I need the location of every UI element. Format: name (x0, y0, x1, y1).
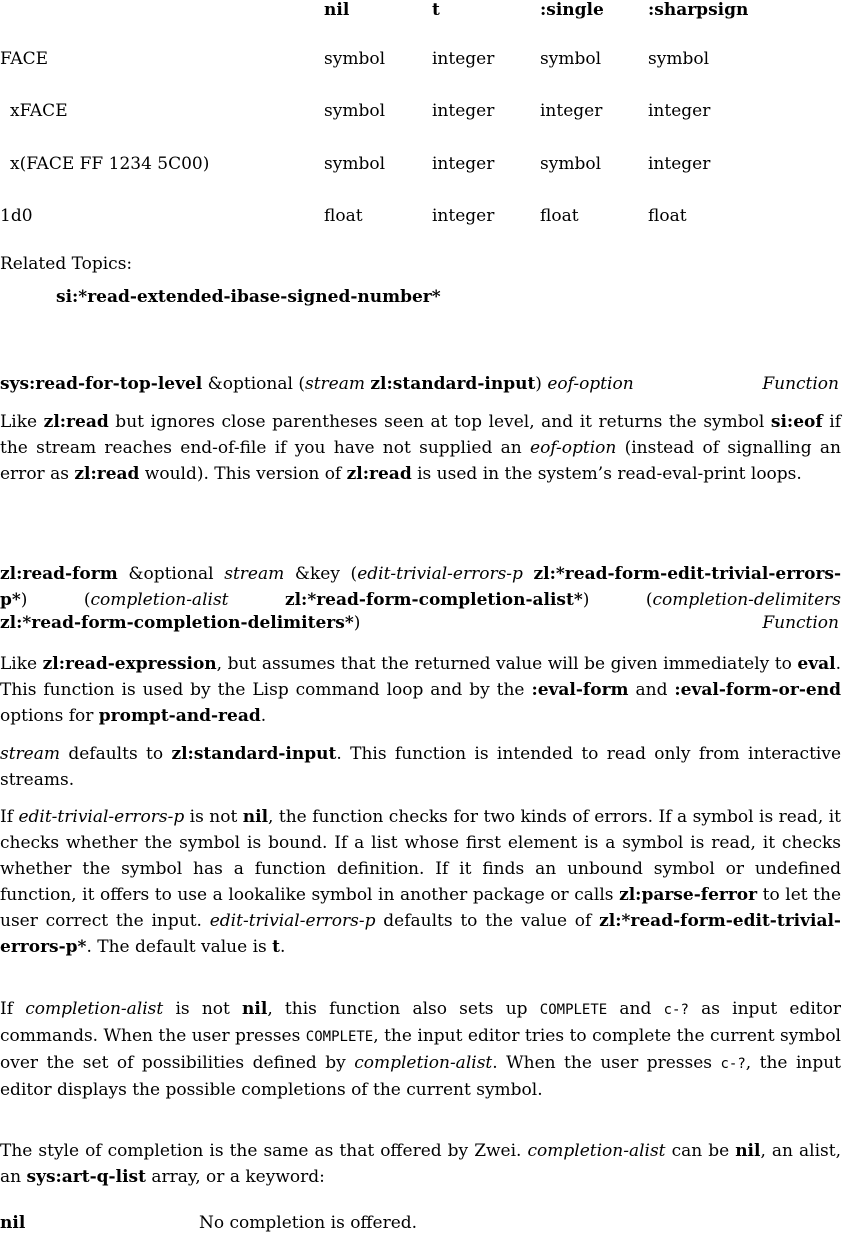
table-cell: integer (432, 206, 495, 226)
entry-type: Function (762, 374, 839, 394)
arg-ref: completion-alist (25, 999, 164, 1019)
lambda-keyword: &optional (207, 374, 293, 394)
code-ref: sys:art-q-list (26, 1167, 146, 1187)
key-name: c-? (720, 1056, 746, 1072)
table-cell: symbol (540, 154, 602, 174)
definition-text: No completion is offered. (199, 1213, 418, 1233)
arg-name: completion-alist (90, 590, 229, 610)
arg-ref: eof-option (530, 438, 617, 458)
table-cell: integer (432, 154, 495, 174)
code-ref: nil (242, 807, 269, 827)
function-signature-cont (0, 613, 841, 633)
text: options for (0, 706, 99, 726)
text: . This function is used by the Lisp command loop and by the (0, 654, 841, 700)
table-header-cell: nil (324, 0, 350, 20)
arg-ref: completion-alist (354, 1053, 493, 1073)
paren: ( (350, 564, 358, 584)
table-cell: float (540, 206, 579, 226)
code-ref: zl:parse-ferror (619, 885, 758, 905)
code-ref: zl:*read-form-edit-trivial-errors-p* (0, 911, 841, 957)
text: is not (163, 999, 243, 1019)
code-ref: eval (797, 654, 836, 674)
key-name: COMPLETE (539, 1002, 608, 1018)
code-ref: prompt-and-read (98, 706, 261, 726)
table-cell: symbol (324, 49, 386, 69)
table-cell: symbol (648, 49, 710, 69)
key-name: c-? (663, 1002, 689, 1018)
text: Like (0, 412, 44, 432)
code-ref: :eval-form (531, 680, 629, 700)
code-ref: si:eof (770, 412, 823, 432)
function-signature (0, 374, 841, 394)
text: and (607, 999, 664, 1019)
table-cell: integer (648, 154, 711, 174)
paren: ( (645, 590, 653, 610)
text: to let the user correct the input. (0, 885, 842, 931)
text: but ignores close parentheses seen at top level, and it returns the symbol (108, 412, 771, 432)
table-header-row (0, 0, 843, 24)
table-row (0, 101, 843, 125)
table-cell: symbol (324, 101, 386, 121)
arg-name: eof-option (547, 374, 634, 394)
text: , but assumes that the returned value will be given immediately to (216, 654, 798, 674)
description-paragraph (0, 651, 841, 729)
key-name: COMPLETE (305, 1029, 374, 1045)
entry-type: Function (762, 613, 839, 633)
text: defaults to (60, 744, 172, 764)
code-ref: t (272, 937, 281, 957)
arg-ref: edit-trivial-errors-p (209, 911, 376, 931)
text: . The default value is (86, 937, 273, 957)
text: . (260, 706, 267, 726)
table-cell: integer (540, 101, 603, 121)
text: . This function is intended to read only from interactive streams. (0, 744, 842, 790)
paren: ) (535, 374, 542, 394)
description-paragraph (0, 804, 841, 960)
arg-default: zl:*read-form-completion-delimiters* (0, 613, 354, 633)
table-cell: symbol (324, 154, 386, 174)
text: (instead of signalling an error as (0, 438, 841, 484)
paren: ( (83, 590, 91, 610)
table-cell: float (648, 206, 687, 226)
description-paragraph (0, 741, 841, 793)
function-name: zl:read-form (0, 564, 118, 584)
arg-default: zl:standard-input (370, 374, 536, 394)
code-ref: :eval-form-or-end (674, 680, 841, 700)
definition-term: nil (0, 1213, 26, 1233)
text: would). This version of (139, 464, 347, 484)
code-ref: zl:standard-input (171, 744, 337, 764)
arg-ref: edit-trivial-errors-p (18, 807, 185, 827)
arg-ref: stream (0, 744, 60, 764)
table-cell: integer (648, 101, 711, 121)
text: array, or a keyword: (145, 1167, 325, 1187)
lambda-keyword: &optional (128, 564, 214, 584)
table-cell: x(FACE FF 1234 5C00) (10, 154, 210, 174)
table-header-cell: :single (540, 0, 604, 20)
text: , the input editor tries to complete the current symbol over the set of possibilities defined by (0, 1026, 841, 1073)
code-ref: nil (735, 1141, 761, 1161)
text: can be (665, 1141, 736, 1161)
text: , the function checks for two kinds of errors. If a symbol is read, it checks whether the symbol is bound. If a list whose first element is a symbol is read, it checks whether the symbol has a function definition. If it finds an unbound symbol or undefined function, it offers to use a lookalike symbol in another package or calls (0, 807, 841, 905)
table-row (0, 206, 843, 230)
text: and (628, 680, 675, 700)
arg-default: zl:*read-form-edit-trivial-errors-p* (0, 564, 842, 610)
arg-name: completion-delimiters (652, 590, 842, 610)
code-ref: zl:read-expression (42, 654, 217, 674)
paren: ) (582, 590, 590, 610)
paren: ( (298, 374, 305, 394)
table-header-cell: :sharpsign (648, 0, 749, 20)
table-cell: symbol (540, 49, 602, 69)
lambda-keyword: &key (294, 564, 340, 584)
code-ref: nil (242, 999, 268, 1019)
description-paragraph (0, 996, 841, 1103)
text: If (0, 999, 26, 1019)
table-row (0, 49, 843, 73)
text: , the input editor displays the possible completions of the current symbol. (0, 1053, 842, 1100)
text: . (280, 937, 286, 957)
table-cell: integer (432, 49, 495, 69)
code-ref: zl:read (43, 412, 109, 432)
text: If (0, 807, 19, 827)
code-ref: zl:read (346, 464, 412, 484)
text: defaults to the value of (375, 911, 600, 931)
code-ref: zl:read (74, 464, 140, 484)
text: The style of completion is the same as that offered by Zwei. (0, 1141, 528, 1161)
table-cell: 1d0 (0, 206, 33, 226)
table-header-cell: t (432, 0, 440, 20)
text: as input editor commands. When the user presses (0, 999, 842, 1046)
related-topic-link[interactable]: si:*read-extended-ibase-signed-number* (56, 287, 441, 307)
arg-name: stream (224, 564, 285, 584)
description-paragraph (0, 1138, 841, 1190)
text: . When the user presses (492, 1053, 721, 1073)
table-cell: float (324, 206, 363, 226)
paren: ) (353, 613, 361, 633)
table-cell: xFACE (10, 101, 68, 121)
paren: ) (20, 590, 28, 610)
arg-name: stream (304, 374, 365, 394)
table-cell: integer (432, 101, 495, 121)
definition-item (0, 1213, 843, 1235)
arg-default: zl:*read-form-completion-alist* (284, 590, 583, 610)
text: if the stream reaches end-of-file if you have not supplied an (0, 412, 841, 458)
function-name: sys:read-for-top-level (0, 374, 203, 394)
text: is not (184, 807, 243, 827)
text: Like (0, 654, 43, 674)
arg-name: edit-trivial-errors-p (357, 564, 523, 584)
table-row (0, 154, 843, 178)
table-cell: FACE (0, 49, 49, 69)
arg-ref: completion-alist (527, 1141, 666, 1161)
function-signature (0, 561, 841, 613)
description-paragraph (0, 409, 841, 487)
text: , an alist, an (0, 1141, 841, 1187)
text: is used in the system’s read-eval-print loops. (411, 464, 802, 484)
text: , this function also sets up (267, 999, 540, 1019)
related-topics-label: Related Topics: (0, 254, 133, 274)
